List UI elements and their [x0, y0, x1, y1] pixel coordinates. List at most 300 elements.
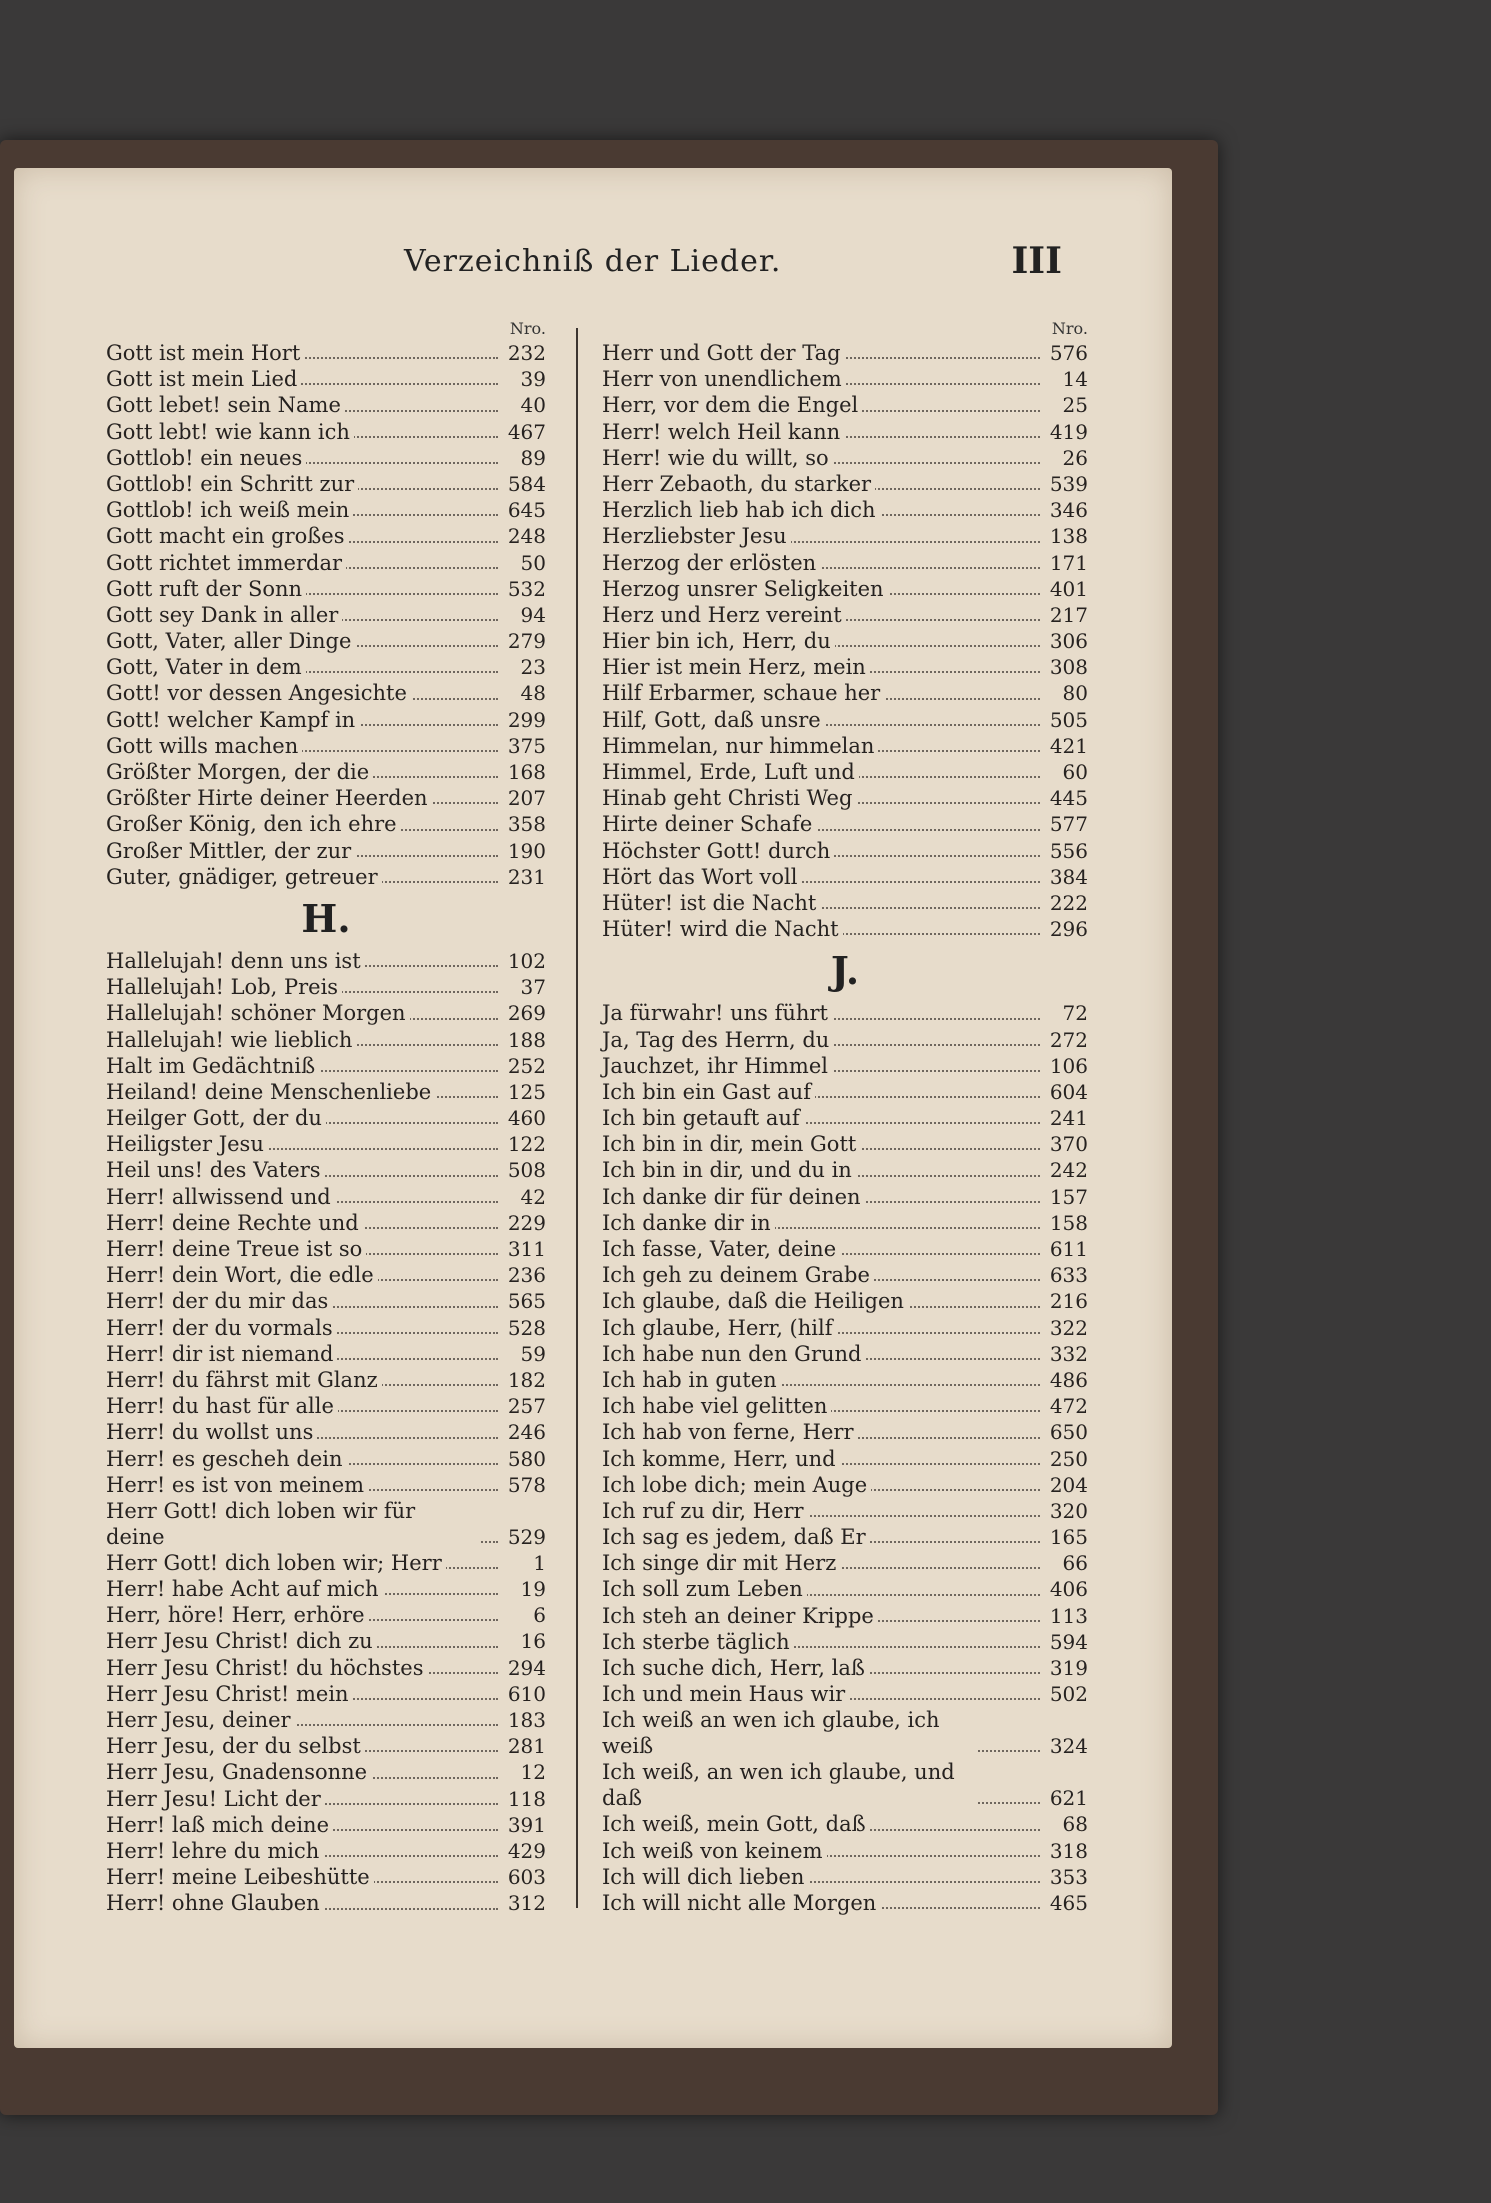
entry-number: 460: [504, 1105, 546, 1131]
entry-title: Hier bin ich, Herr, du: [602, 628, 835, 654]
entry-number: 621: [1046, 1785, 1088, 1811]
entry-title: Herr! es ist von meinem: [106, 1472, 368, 1498]
entry-title: Ich will dich lieben: [602, 1864, 808, 1890]
index-entry: [106, 1053, 546, 1079]
index-entry: [106, 1759, 546, 1785]
entry-number: 353: [1046, 1864, 1088, 1890]
entry-number: 269: [504, 1000, 546, 1026]
index-entry: [106, 366, 546, 392]
entry-number: 650: [1046, 1419, 1088, 1445]
index-entry: [106, 1419, 546, 1445]
index-entry: [602, 1524, 1088, 1550]
index-entry: [106, 974, 546, 1000]
left-column: [106, 318, 546, 1917]
entry-title: Ich komme, Herr, und: [602, 1446, 840, 1472]
entry-number: 236: [504, 1262, 546, 1288]
index-entry: [602, 1419, 1088, 1445]
entry-number: 421: [1046, 733, 1088, 759]
index-entry: [602, 471, 1088, 497]
index-entry: [602, 1184, 1088, 1210]
index-entry: [106, 1262, 546, 1288]
entry-title: Herr! dein Wort, die edle: [106, 1262, 378, 1288]
entry-title: Herr! deine Rechte und: [106, 1210, 363, 1236]
entry-number: 217: [1046, 602, 1088, 628]
index-entry: [106, 785, 546, 811]
entry-number: 391: [504, 1812, 546, 1838]
entry-title: Herr! ohne Glauben: [106, 1890, 324, 1916]
entry-number: 250: [1046, 1446, 1088, 1472]
index-entry: [106, 1602, 546, 1628]
entry-number: 94: [517, 602, 546, 628]
entry-number: 66: [1059, 1550, 1088, 1576]
entry-title: Ich glaube, daß die Heiligen: [602, 1288, 908, 1314]
index-entry: [602, 811, 1088, 837]
entry-title: Gott wills machen: [106, 733, 302, 759]
entry-title: Hinab geht Christi Weg: [602, 785, 856, 811]
entry-title: Ja fürwahr! uns führt: [602, 1000, 832, 1026]
entry-title: Hilf, Gott, daß unsre: [602, 707, 825, 733]
entry-number: 39: [517, 366, 546, 392]
entry-title: Herr Jesu, Gnadensonne: [106, 1759, 371, 1785]
entry-number: 6: [529, 1602, 546, 1628]
index-entry: [106, 1812, 546, 1838]
entry-number: 319: [1046, 1655, 1088, 1681]
entry-number: 322: [1046, 1315, 1088, 1341]
index-entry: [602, 1341, 1088, 1367]
section-letter-h: H.: [301, 895, 351, 941]
entry-title: Heilger Gott, der du: [106, 1105, 326, 1131]
index-entry: [602, 523, 1088, 549]
entry-title: Hallelujah! denn uns ist: [106, 948, 365, 974]
index-entry: [602, 864, 1088, 890]
index-entry: [602, 576, 1088, 602]
entry-title: Ich bin in dir, und du in: [602, 1157, 856, 1183]
entry-title: Herr Jesu! Licht der: [106, 1786, 325, 1812]
entry-number: 122: [504, 1131, 546, 1157]
entry-number: 102: [504, 948, 546, 974]
index-entry: [106, 1000, 546, 1026]
index-entry: [106, 419, 546, 445]
index-entry: [602, 1890, 1088, 1916]
index-entry: [602, 1262, 1088, 1288]
entry-number: 577: [1046, 811, 1088, 837]
index-entry: [602, 340, 1088, 366]
entry-title: Ich weiß an wen ich glaube, ich weiß: [602, 1707, 976, 1759]
entry-number: 89: [517, 445, 546, 471]
entry-number: 594: [1046, 1629, 1088, 1655]
entry-number: 645: [504, 497, 546, 523]
index-entry: [106, 1472, 546, 1498]
entry-title: Gott ist mein Hort: [106, 340, 304, 366]
entry-number: 505: [1046, 707, 1088, 733]
index-entry: [106, 1550, 546, 1576]
entry-number: 604: [1046, 1079, 1088, 1105]
index-list-h: [106, 948, 546, 1917]
entry-title: Heiligster Jesu: [106, 1131, 268, 1157]
index-entry: [602, 1838, 1088, 1864]
index-entry: [602, 1759, 1088, 1811]
section-letter-j: J.: [830, 948, 860, 994]
index-entry: [602, 1393, 1088, 1419]
entry-title: Herr Gott! dich loben wir; Herr: [106, 1550, 446, 1576]
entry-title: Ich singe dir mit Herz: [602, 1550, 840, 1576]
entry-title: Herr! habe Acht auf mich: [106, 1576, 383, 1602]
entry-title: Ich bin in dir, mein Gott: [602, 1131, 860, 1157]
entry-number: 633: [1046, 1262, 1088, 1288]
entry-title: Herr Gott! dich loben wir für deine: [106, 1498, 480, 1550]
index-entry: [602, 1707, 1088, 1759]
index-entry: [602, 445, 1088, 471]
entry-number: 401: [1046, 576, 1088, 602]
entry-number: 231: [504, 864, 546, 890]
index-entry: [106, 1786, 546, 1812]
index-entry: [602, 1655, 1088, 1681]
index-entry: [106, 1838, 546, 1864]
entry-title: Höchster Gott! durch: [602, 838, 834, 864]
entry-title: Gottlob! ein neues: [106, 445, 306, 471]
entry-title: Ich fasse, Vater, deine: [602, 1236, 840, 1262]
index-entry: [106, 1733, 546, 1759]
entry-number: 42: [517, 1184, 546, 1210]
entry-number: 332: [1046, 1341, 1088, 1367]
entry-title: Herr! der du mir das: [106, 1288, 332, 1314]
entry-number: 528: [504, 1315, 546, 1341]
entry-number: 246: [504, 1419, 546, 1445]
index-entry: [106, 1236, 546, 1262]
entry-number: 539: [1046, 471, 1088, 497]
entry-number: 603: [504, 1864, 546, 1890]
index-entry: [602, 838, 1088, 864]
entry-title: Ich hab in guten: [602, 1367, 781, 1393]
entry-title: Himmelan, nur himmelan: [602, 733, 878, 759]
entry-number: 190: [504, 838, 546, 864]
index-entry: [602, 1446, 1088, 1472]
entry-title: Herr! dir ist niemand: [106, 1341, 337, 1367]
entry-number: 486: [1046, 1367, 1088, 1393]
index-entry: [106, 811, 546, 837]
index-entry: [602, 628, 1088, 654]
entry-title: Herr Zebaoth, du starker: [602, 471, 875, 497]
entry-title: Gott richtet immerdar: [106, 550, 346, 576]
entry-number: 311: [504, 1236, 546, 1262]
nro-label: Nro.: [1051, 319, 1088, 338]
entry-title: Halt im Gedächtniß: [106, 1053, 319, 1079]
entry-title: Herzlich lieb hab ich dich: [602, 497, 880, 523]
entry-number: 37: [517, 974, 546, 1000]
entry-number: 229: [504, 1210, 546, 1236]
entry-title: Ich suche dich, Herr, laß: [602, 1655, 869, 1681]
entry-number: 48: [517, 680, 546, 706]
entry-title: Hallelujah! wie lieblich: [106, 1027, 356, 1053]
entry-number: 318: [1046, 1838, 1088, 1864]
entry-number: 384: [1046, 864, 1088, 890]
index-entry: [602, 759, 1088, 785]
index-entry: [602, 1472, 1088, 1498]
entry-number: 529: [504, 1524, 546, 1550]
entry-title: Gott macht ein großes: [106, 523, 349, 549]
entry-title: Jauchzet, ihr Himmel: [602, 1053, 832, 1079]
entry-number: 59: [517, 1341, 546, 1367]
entry-title: Ich soll zum Leben: [602, 1576, 807, 1602]
entry-title: Hüter! ist die Nacht: [602, 890, 820, 916]
entry-number: 158: [1046, 1210, 1088, 1236]
entry-number: 106: [1046, 1053, 1088, 1079]
index-entry: [602, 1000, 1088, 1026]
entry-title: Herr! laß mich deine: [106, 1812, 333, 1838]
index-entry: [106, 1288, 546, 1314]
entry-number: 25: [1059, 392, 1088, 418]
index-entry: [602, 550, 1088, 576]
index-entry: [106, 1131, 546, 1157]
entry-title: Ich bin getauft auf: [602, 1105, 804, 1131]
entry-title: Ich sterbe täglich: [602, 1629, 794, 1655]
entry-title: Hört das Wort voll: [602, 864, 801, 890]
index-entry: [106, 1628, 546, 1654]
entry-title: Größter Morgen, der die: [106, 759, 373, 785]
index-entry: [602, 1811, 1088, 1837]
index-entry: [602, 1079, 1088, 1105]
index-entry: [106, 1315, 546, 1341]
entry-number: 68: [1059, 1811, 1088, 1837]
entry-number: 375: [504, 733, 546, 759]
entry-title: Herr! welch Heil kann: [602, 419, 844, 445]
entry-title: Herr! allwissend und: [106, 1184, 335, 1210]
entry-title: Größter Hirte deiner Heerden: [106, 785, 432, 811]
entry-number: 429: [504, 1838, 546, 1864]
index-entry: [602, 1210, 1088, 1236]
entry-title: Herr Jesu, deiner: [106, 1707, 295, 1733]
entry-number: 19: [517, 1576, 546, 1602]
entry-number: 168: [504, 759, 546, 785]
entry-title: Ich steh an deiner Krippe: [602, 1603, 878, 1629]
entry-number: 358: [504, 811, 546, 837]
entry-number: 72: [1059, 1000, 1088, 1026]
entry-number: 502: [1046, 1681, 1088, 1707]
entry-number: 232: [504, 340, 546, 366]
index-entry: [106, 1498, 546, 1550]
index-entry: [106, 628, 546, 654]
index-entry: [106, 576, 546, 602]
entry-title: Ich lobe dich; mein Auge: [602, 1472, 871, 1498]
entry-number: 188: [504, 1027, 546, 1053]
index-entry: [602, 366, 1088, 392]
entry-number: 299: [504, 707, 546, 733]
page-number: III: [1011, 240, 1062, 282]
index-entry: [106, 1184, 546, 1210]
entry-number: 272: [1046, 1027, 1088, 1053]
entry-number: 222: [1046, 890, 1088, 916]
index-entry: [106, 602, 546, 628]
entry-title: Ich habe nun den Grund: [602, 1341, 865, 1367]
index-entry: [106, 654, 546, 680]
entry-number: 157: [1046, 1184, 1088, 1210]
entry-number: 113: [1046, 1603, 1088, 1629]
index-entry: [602, 680, 1088, 706]
entry-number: 370: [1046, 1131, 1088, 1157]
entry-title: Herzog unsrer Seligkeiten: [602, 576, 888, 602]
page-title: Verzeichniß der Lieder.: [404, 244, 782, 279]
index-entry: [106, 948, 546, 974]
index-entry: [106, 1707, 546, 1733]
index-entry: [602, 733, 1088, 759]
entry-title: Herr, vor dem die Engel: [602, 392, 862, 418]
entry-number: 611: [1046, 1236, 1088, 1262]
entry-title: Guter, gnädiger, getreuer: [106, 864, 382, 890]
index-entry: [106, 838, 546, 864]
index-entry: [602, 916, 1088, 942]
index-entry: [106, 497, 546, 523]
index-entry: [602, 1498, 1088, 1524]
index-entry: [106, 707, 546, 733]
entry-title: Herr Jesu, der du selbst: [106, 1733, 365, 1759]
index-entry: [106, 864, 546, 890]
entry-number: 1: [529, 1550, 546, 1576]
entry-number: 50: [517, 550, 546, 576]
entry-number: 118: [504, 1786, 546, 1812]
index-entry: [106, 1079, 546, 1105]
entry-number: 14: [1059, 366, 1088, 392]
entry-title: Ich habe viel gelitten: [602, 1393, 831, 1419]
entry-title: Ich weiß, an wen ich glaube, und daß: [602, 1759, 976, 1811]
index-entry: [106, 550, 546, 576]
entry-title: Ja, Tag des Herrn, du: [602, 1027, 833, 1053]
entry-title: Heil uns! des Vaters: [106, 1157, 325, 1183]
entry-title: Herr! meine Leibeshütte: [106, 1864, 374, 1890]
entry-number: 216: [1046, 1288, 1088, 1314]
entry-title: Herr Jesu Christ! mein: [106, 1681, 353, 1707]
entry-title: Gottlob! ein Schritt zur: [106, 471, 358, 497]
index-entry: [602, 1157, 1088, 1183]
entry-number: 532: [504, 576, 546, 602]
entry-title: Herr! wie du willt, so: [602, 445, 833, 471]
entry-number: 294: [504, 1655, 546, 1681]
index-entry: [106, 445, 546, 471]
index-entry: [602, 1105, 1088, 1131]
entry-title: Gott, Vater, aller Dinge: [106, 628, 355, 654]
entry-title: Gott sey Dank in aller: [106, 602, 342, 628]
index-entry: [106, 471, 546, 497]
index-entry: [602, 1027, 1088, 1053]
book-page: [14, 168, 1172, 2048]
entry-number: 320: [1046, 1498, 1088, 1524]
entry-title: Ich geh zu deinem Grabe: [602, 1262, 874, 1288]
entry-number: 248: [504, 523, 546, 549]
index-entry: [602, 707, 1088, 733]
index-entry: [602, 497, 1088, 523]
entry-title: Hüter! wird die Nacht: [602, 916, 843, 942]
entry-number: 60: [1059, 759, 1088, 785]
entry-number: 80: [1059, 680, 1088, 706]
index-entry: [602, 654, 1088, 680]
entry-number: 565: [504, 1288, 546, 1314]
nro-label: Nro.: [509, 319, 546, 338]
entry-number: 23: [517, 654, 546, 680]
index-entry: [106, 1341, 546, 1367]
index-entry: [602, 1550, 1088, 1576]
entry-number: 40: [517, 392, 546, 418]
entry-number: 419: [1046, 419, 1088, 445]
page-header: [14, 240, 1172, 294]
entry-title: Herr! du hast für alle: [106, 1393, 338, 1419]
entry-title: Gott! vor dessen Angesichte: [106, 680, 411, 706]
index-entry: [106, 340, 546, 366]
entry-number: 257: [504, 1393, 546, 1419]
index-entry: [106, 1157, 546, 1183]
entry-title: Gott lebt! wie kann ich: [106, 419, 354, 445]
entry-title: Hirte deiner Schafe: [602, 811, 816, 837]
entry-number: 312: [504, 1890, 546, 1916]
entry-title: Ich weiß von keinem: [602, 1838, 827, 1864]
entry-title: Heiland! deine Menschenliebe: [106, 1079, 435, 1105]
entry-title: Herz und Herz vereint: [602, 602, 846, 628]
entry-number: 241: [1046, 1105, 1088, 1131]
index-entry: [106, 680, 546, 706]
entry-title: Hallelujah! Lob, Preis: [106, 974, 342, 1000]
entry-title: Ich will nicht alle Morgen: [602, 1890, 880, 1916]
entry-number: 584: [504, 471, 546, 497]
entry-number: 467: [504, 419, 546, 445]
entry-title: Herr! deine Treue ist so: [106, 1236, 366, 1262]
entry-title: Hilf Erbarmer, schaue her: [602, 680, 884, 706]
index-entry: [602, 1315, 1088, 1341]
entry-title: Herzliebster Jesu: [602, 523, 791, 549]
entry-title: Hier ist mein Herz, mein: [602, 654, 870, 680]
index-entry: [602, 1864, 1088, 1890]
entry-number: 308: [1046, 654, 1088, 680]
entry-number: 171: [1046, 550, 1088, 576]
entry-title: Großer König, den ich ehre: [106, 811, 401, 837]
entry-title: Herr! es gescheh dein: [106, 1446, 347, 1472]
entry-title: Ich glaube, Herr, (hilf: [602, 1315, 836, 1341]
entry-title: Herr und Gott der Tag: [602, 340, 845, 366]
entry-title: Ich ruf zu dir, Herr: [602, 1498, 808, 1524]
entry-title: Gott ist mein Lied: [106, 366, 301, 392]
entry-title: Großer Mittler, der zur: [106, 838, 355, 864]
index-entry: [602, 392, 1088, 418]
index-entry: [106, 1446, 546, 1472]
index-entry: [106, 392, 546, 418]
index-list-h-cont: [602, 340, 1088, 942]
index-entry: [602, 602, 1088, 628]
index-entry: [106, 1681, 546, 1707]
entry-title: Himmel, Erde, Luft und: [602, 759, 859, 785]
entry-title: Herr! lehre du mich: [106, 1838, 323, 1864]
index-entry: [602, 1681, 1088, 1707]
entry-number: 445: [1046, 785, 1088, 811]
entry-title: Ich weiß, mein Gott, daß: [602, 1811, 870, 1837]
index-entry: [602, 890, 1088, 916]
entry-title: Ich sag es jedem, daß Er: [602, 1524, 870, 1550]
entry-number: 138: [1046, 523, 1088, 549]
entry-number: 578: [504, 1472, 546, 1498]
entry-title: Herr, höre! Herr, erhöre: [106, 1602, 369, 1628]
right-column: [602, 318, 1088, 1916]
index-entry: [106, 523, 546, 549]
entry-number: 576: [1046, 340, 1088, 366]
entry-number: 125: [504, 1079, 546, 1105]
entry-number: 580: [504, 1446, 546, 1472]
entry-number: 346: [1046, 497, 1088, 523]
index-entry: [106, 1655, 546, 1681]
index-entry: [602, 785, 1088, 811]
entry-title: Gott, Vater in dem: [106, 654, 306, 680]
entry-number: 281: [504, 1733, 546, 1759]
entry-number: 252: [504, 1053, 546, 1079]
entry-number: 165: [1046, 1524, 1088, 1550]
index-list-j: [602, 1000, 1088, 1916]
entry-title: Ich hab von ferne, Herr: [602, 1419, 858, 1445]
index-entry: [106, 1105, 546, 1131]
